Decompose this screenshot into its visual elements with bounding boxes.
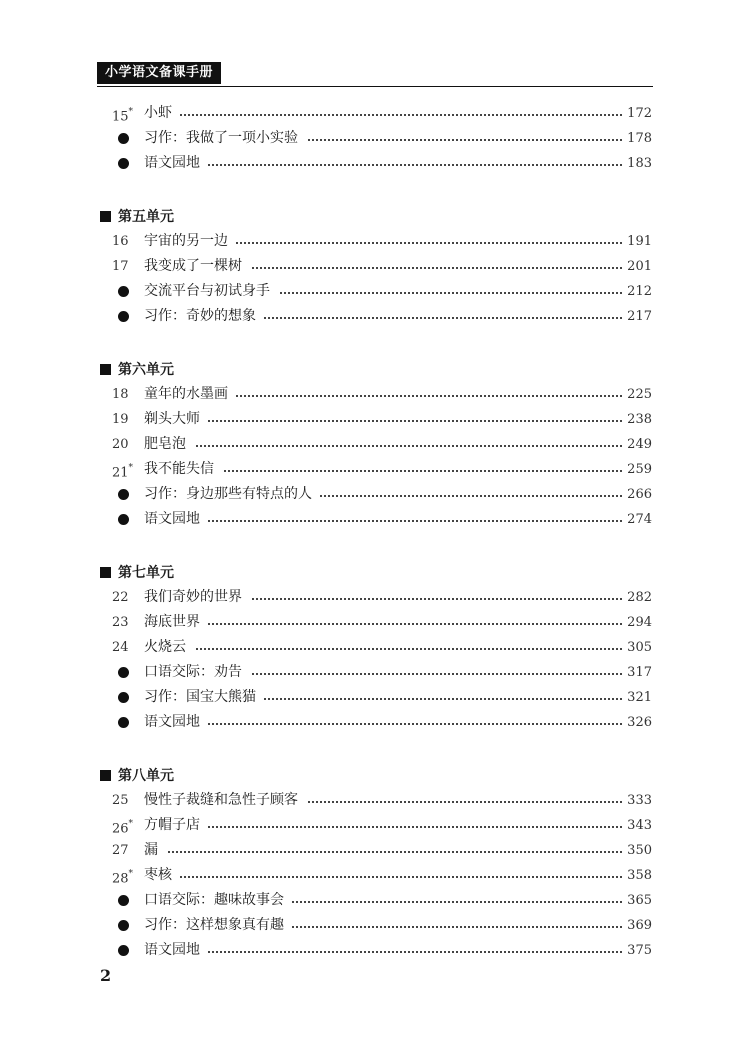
entry-title: 小虾 [144, 101, 180, 126]
entry-title: 漏 [144, 838, 166, 863]
toc-entry[interactable] [0, 610, 750, 635]
entry-page-number: 238 [622, 407, 652, 432]
entry-page-number: 183 [622, 151, 652, 176]
square-bullet-icon [100, 567, 111, 578]
toc-entry[interactable] [0, 635, 750, 660]
lesson-number-group [112, 838, 142, 863]
entry-title: 我变成了一棵树 [144, 254, 250, 279]
entry-title: 习作：我做了一项小实验 [144, 126, 306, 151]
unit-heading [0, 204, 750, 229]
unit-heading [0, 357, 750, 382]
toc-entry[interactable] [0, 507, 750, 532]
optional-lesson-marker: * [128, 869, 134, 879]
square-bullet-icon [100, 211, 111, 222]
page-number: 2 [100, 966, 112, 985]
lesson-number-group [112, 254, 142, 279]
toc-entry[interactable] [0, 813, 750, 838]
circle-bullet-icon [118, 489, 129, 500]
entry-page-number: 212 [622, 279, 652, 304]
toc-entry[interactable] [0, 913, 750, 938]
entry-title: 习作：身边那些有特点的人 [144, 482, 320, 507]
entry-title: 口语交际：趣味故事会 [144, 888, 292, 913]
lesson-number-group [112, 432, 142, 457]
toc-entry[interactable] [0, 126, 750, 151]
entry-title: 童年的水墨画 [144, 382, 236, 407]
table-of-contents [0, 101, 750, 991]
lesson-number: 26 [112, 821, 129, 837]
entry-title: 宇宙的另一边 [144, 229, 236, 254]
entry-page-number: 172 [622, 101, 652, 126]
lesson-number: 15 [112, 109, 129, 125]
optional-lesson-marker: * [128, 107, 134, 117]
circle-bullet-icon [118, 667, 129, 678]
toc-section [0, 357, 750, 532]
entry-page-number: 365 [622, 888, 652, 913]
toc-section [0, 560, 750, 735]
entry-page-number: 217 [622, 304, 652, 329]
toc-section [0, 204, 750, 329]
toc-entry[interactable] [0, 457, 750, 482]
entry-page-number: 305 [622, 635, 652, 660]
toc-entry[interactable] [0, 382, 750, 407]
lesson-number: 19 [112, 412, 129, 427]
dot-leader [144, 951, 626, 953]
lesson-number: 27 [112, 843, 129, 858]
entry-title: 剃头大师 [144, 407, 208, 432]
entry-page-number: 369 [622, 913, 652, 938]
entry-title: 交流平台与初试身手 [144, 279, 278, 304]
toc-entry[interactable] [0, 229, 750, 254]
entry-title: 习作：这样想象真有趣 [144, 913, 292, 938]
unit-heading-label: 第七单元 [118, 565, 174, 581]
circle-bullet-icon [118, 692, 129, 703]
entry-title: 语文园地 [144, 507, 208, 532]
square-bullet-icon [100, 770, 111, 781]
book-title: 小学语文备课手册 [97, 62, 221, 84]
entry-page-number: 358 [622, 863, 652, 888]
lesson-number: 24 [112, 640, 129, 655]
entry-page-number: 294 [622, 610, 652, 635]
dot-leader [144, 851, 626, 853]
toc-entry[interactable] [0, 279, 750, 304]
entry-title: 海底世界 [144, 610, 208, 635]
entry-title: 慢性子裁缝和急性子顾客 [144, 788, 306, 813]
toc-entry[interactable] [0, 101, 750, 126]
lesson-number-group [112, 382, 142, 407]
entry-page-number: 343 [622, 813, 652, 838]
circle-bullet-icon [118, 717, 129, 728]
lesson-number: 22 [112, 590, 129, 605]
entry-title: 方帽子店 [144, 813, 208, 838]
entry-page-number: 375 [622, 938, 652, 963]
unit-heading [0, 560, 750, 585]
entry-page-number: 282 [622, 585, 652, 610]
circle-bullet-icon [118, 945, 129, 956]
optional-lesson-marker: * [128, 819, 134, 829]
dot-leader [144, 445, 626, 447]
lesson-number-group [112, 635, 142, 660]
lesson-number-group [112, 585, 142, 610]
entry-title: 火烧云 [144, 635, 194, 660]
circle-bullet-icon [118, 158, 129, 169]
toc-entry[interactable] [0, 710, 750, 735]
lesson-number: 25 [112, 793, 129, 808]
entry-title: 肥皂泡 [144, 432, 194, 457]
unit-heading-label: 第六单元 [118, 362, 174, 378]
optional-lesson-marker: * [128, 463, 134, 473]
entry-page-number: 178 [622, 126, 652, 151]
toc-section [0, 763, 750, 963]
toc-entry[interactable] [0, 407, 750, 432]
lesson-number: 20 [112, 437, 129, 452]
toc-entry[interactable] [0, 685, 750, 710]
entry-title: 习作：国宝大熊猫 [144, 685, 264, 710]
toc-entry[interactable] [0, 838, 750, 863]
dot-leader [144, 114, 626, 116]
lesson-number: 17 [112, 259, 129, 274]
entry-page-number: 266 [622, 482, 652, 507]
circle-bullet-icon [118, 514, 129, 525]
toc-entry[interactable] [0, 432, 750, 457]
entry-title: 我不能失信 [144, 457, 222, 482]
toc-entry[interactable] [0, 254, 750, 279]
unit-heading [0, 763, 750, 788]
entry-title: 口语交际：劝告 [144, 660, 250, 685]
entry-title: 枣核 [144, 863, 180, 888]
square-bullet-icon [100, 364, 111, 375]
circle-bullet-icon [118, 311, 129, 322]
circle-bullet-icon [118, 895, 129, 906]
dot-leader [144, 648, 626, 650]
dot-leader [144, 520, 626, 522]
lesson-number: 28 [112, 871, 129, 887]
entry-title: 语文园地 [144, 710, 208, 735]
entry-page-number: 191 [622, 229, 652, 254]
entry-title: 语文园地 [144, 938, 208, 963]
entry-page-number: 274 [622, 507, 652, 532]
entry-page-number: 326 [622, 710, 652, 735]
entry-page-number: 321 [622, 685, 652, 710]
entry-title: 习作：奇妙的想象 [144, 304, 264, 329]
entry-page-number: 350 [622, 838, 652, 863]
circle-bullet-icon [118, 286, 129, 297]
lesson-number-group [112, 610, 142, 635]
unit-heading-label: 第五单元 [118, 209, 174, 225]
toc-entry[interactable] [0, 585, 750, 610]
entry-page-number: 225 [622, 382, 652, 407]
dot-leader [144, 876, 626, 878]
entry-page-number: 317 [622, 660, 652, 685]
lesson-number-group [112, 407, 142, 432]
lesson-number: 21 [112, 465, 129, 481]
lesson-number: 16 [112, 234, 129, 249]
header-rule [97, 86, 653, 87]
unit-heading-label: 第八单元 [118, 768, 174, 784]
entry-title: 我们奇妙的世界 [144, 585, 250, 610]
lesson-number: 23 [112, 615, 129, 630]
entry-page-number: 333 [622, 788, 652, 813]
entry-title: 语文园地 [144, 151, 208, 176]
dot-leader [144, 826, 626, 828]
toc-entry[interactable] [0, 788, 750, 813]
lesson-number-group [112, 229, 142, 254]
lesson-number-group [112, 788, 142, 813]
circle-bullet-icon [118, 133, 129, 144]
toc-entry[interactable] [0, 863, 750, 888]
toc-entry[interactable] [0, 938, 750, 963]
toc-entry[interactable] [0, 482, 750, 507]
lesson-number: 18 [112, 387, 129, 402]
toc-entry[interactable] [0, 888, 750, 913]
dot-leader [144, 164, 626, 166]
toc-section [0, 101, 750, 176]
dot-leader [144, 623, 626, 625]
circle-bullet-icon [118, 920, 129, 931]
toc-entry[interactable] [0, 304, 750, 329]
dot-leader [144, 420, 626, 422]
entry-page-number: 259 [622, 457, 652, 482]
entry-page-number: 249 [622, 432, 652, 457]
entry-page-number: 201 [622, 254, 652, 279]
dot-leader [144, 723, 626, 725]
toc-entry[interactable] [0, 660, 750, 685]
toc-entry[interactable] [0, 151, 750, 176]
